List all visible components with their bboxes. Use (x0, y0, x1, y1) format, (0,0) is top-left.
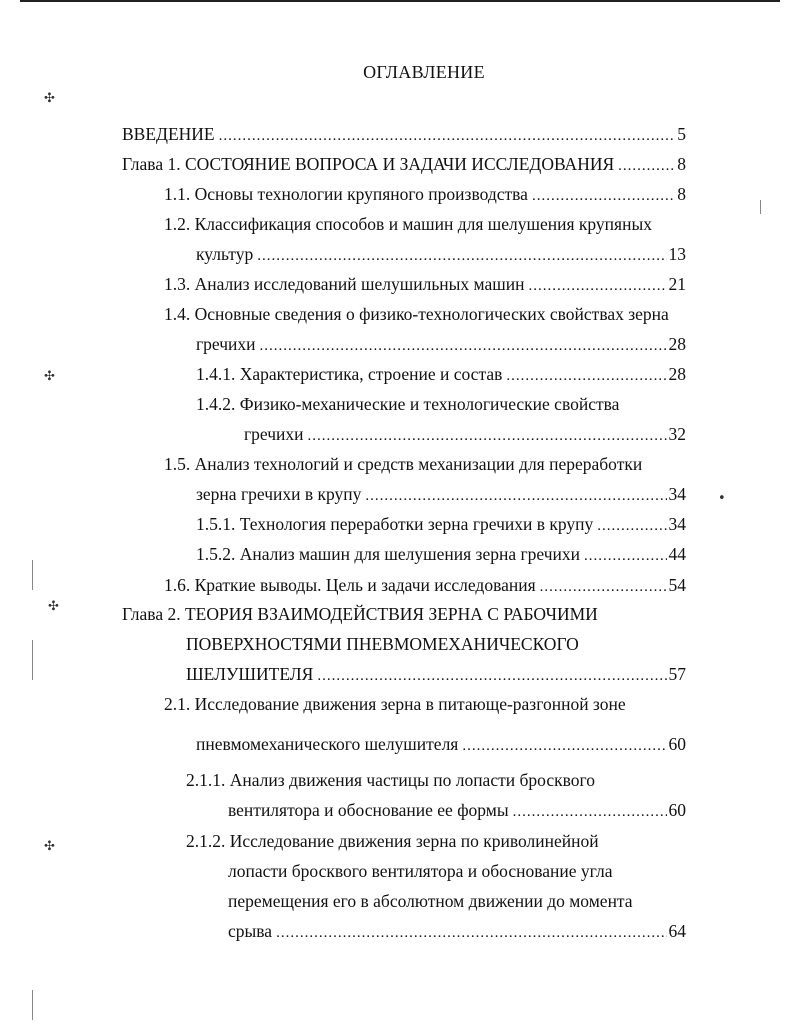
toc-entry-1-1[interactable] (164, 182, 686, 206)
scan-speck: ✣ (44, 839, 55, 854)
toc-entry-intro[interactable] (122, 122, 686, 146)
leader-dots (257, 244, 666, 268)
margin-mark (32, 560, 33, 590)
toc-entry-1-2-line-1[interactable]: 1.2. Классификация способов и машин для шелушения крупяных (164, 214, 652, 234)
toc-page-number: 32 (668, 424, 686, 444)
toc-entry-2-1-1-line-1[interactable]: 2.1.1. Анализ движения частицы по лопасти бросквого (186, 770, 595, 790)
toc-entry-text: ВВЕДЕНИЕ (122, 124, 215, 144)
leader-dots (317, 664, 666, 688)
toc-entry-text: зерна гречихи в крупу (196, 484, 362, 504)
leader-dots (597, 514, 666, 538)
toc-entry-1-6[interactable] (164, 573, 686, 597)
toc-entry-text: гречихи (244, 424, 304, 444)
toc-entry-1-5[interactable] (196, 482, 686, 506)
toc-entry-text: 1.4.1. Характеристика, строение и состав (196, 364, 503, 384)
toc-page-number: 5 (677, 124, 686, 144)
leader-dots (532, 184, 675, 208)
toc-page-number: 8 (677, 154, 686, 174)
toc-entry-text: 1.5.2. Анализ машин для шелушения зерна гречихи (196, 544, 581, 564)
toc-entry-text: пневмомеханического шелушителя (196, 734, 459, 754)
leader-dots (219, 124, 676, 148)
toc-entry-chapter-1[interactable] (122, 152, 686, 176)
toc-entry-1-4-1[interactable] (196, 362, 686, 386)
toc-page-number: 60 (668, 800, 686, 820)
toc-page-number: 34 (668, 484, 686, 504)
toc-entry-2-1-2-line-1[interactable]: 2.1.2. Исследование движения зерна по криволинейной (186, 831, 599, 851)
leader-dots (529, 274, 667, 298)
toc-entry-1-4-line-1[interactable]: 1.4. Основные сведения о физико-технологических свойствах зерна (164, 304, 669, 324)
toc-entry-1-4-2-line-1[interactable]: 1.4.2. Физико-механические и технологические свойства (196, 394, 620, 414)
leader-dots (584, 544, 666, 568)
toc-entry-text: культур (196, 244, 254, 264)
toc-entry-text: 1.3. Анализ исследований шелушильных машин (164, 274, 525, 294)
leader-dots (462, 734, 666, 758)
toc-entry-1-3[interactable] (164, 272, 686, 296)
toc-page-number: 21 (668, 274, 686, 294)
toc-entry-text: 1.6. Краткие выводы. Цель и задачи исследования (164, 575, 536, 595)
toc-entry-text: 1.1. Основы технологии крупяного производства (164, 184, 528, 204)
scan-speck: ✣ (44, 369, 55, 384)
toc-page-number: 13 (668, 244, 686, 264)
toc-entry-2-1-line-1[interactable]: 2.1. Исследование движения зерна в питающе-разгонной зоне (164, 694, 626, 714)
toc-entry-1-5-2[interactable] (196, 542, 686, 566)
toc-entry-2-1-2[interactable] (228, 919, 686, 943)
leader-dots (540, 575, 667, 599)
toc-entry-1-4[interactable] (196, 332, 686, 356)
scan-speck: ✣ (48, 599, 59, 614)
toc-page-number: 8 (677, 184, 686, 204)
leader-dots (308, 424, 667, 448)
toc-page-number: 44 (668, 544, 686, 564)
toc-entry-1-2[interactable] (196, 242, 686, 266)
toc-entry-text: 1.5.1. Технология переработки зерна гречихи в крупу (196, 514, 594, 534)
leader-dots (513, 800, 667, 824)
toc-entry-chapter-2[interactable] (186, 662, 686, 686)
toc-entry-2-1-2-line-3[interactable]: перемещения его в абсолютном движении до момента (228, 891, 633, 911)
toc-page-number: 34 (668, 514, 686, 534)
leader-dots (276, 921, 666, 945)
toc-page-number: 54 (668, 575, 686, 595)
toc-entry-2-1[interactable] (196, 732, 686, 756)
toc-entry-text: ШЕЛУШИТЕЛЯ (186, 664, 314, 684)
margin-mark (760, 200, 761, 214)
top-border (20, 0, 780, 2)
toc-entry-chapter-2-line-1[interactable]: Глава 2. ТЕОРИЯ ВЗАИМОДЕЙСТВИЯ ЗЕРНА С РАБОЧИМИ (122, 604, 598, 624)
leader-dots (365, 484, 666, 508)
margin-mark (32, 990, 33, 1020)
margin-mark (32, 640, 33, 680)
toc-entry-1-5-1[interactable] (196, 512, 686, 536)
toc-page-number: 60 (668, 734, 686, 754)
leader-dots (506, 364, 666, 388)
scan-speck: • (718, 491, 726, 506)
toc-page-number: 28 (668, 334, 686, 354)
toc-page-number: 28 (668, 364, 686, 384)
toc-entry-text: срыва (228, 921, 273, 941)
toc-entry-text: Глава 1. СОСТОЯНИЕ ВОПРОСА И ЗАДАЧИ ИССЛЕДОВАНИЯ (122, 154, 615, 174)
toc-entry-2-1-1[interactable] (228, 798, 686, 822)
leader-dots (260, 334, 667, 358)
toc-entry-2-1-2-line-2[interactable]: лопасти бросквого вентилятора и обоснование угла (228, 861, 613, 881)
toc-page-number: 57 (668, 664, 686, 684)
scan-speck: ✣ (44, 91, 55, 106)
page-title: ОГЛАВЛЕНИЕ (363, 62, 485, 82)
toc-page-number: 64 (668, 921, 686, 941)
toc-entry-text: вентилятора и обоснование ее формы (228, 800, 509, 820)
toc-entry-1-4-2[interactable] (244, 422, 686, 446)
toc-entry-1-5-line-1[interactable]: 1.5. Анализ технологий и средств механизации для переработки (164, 454, 643, 474)
toc-entry-chapter-2-line-2[interactable]: ПОВЕРХНОСТЯМИ ПНЕВМОМЕХАНИЧЕСКОГО (186, 634, 579, 654)
toc-entry-text: гречихи (196, 334, 256, 354)
leader-dots (618, 154, 675, 178)
